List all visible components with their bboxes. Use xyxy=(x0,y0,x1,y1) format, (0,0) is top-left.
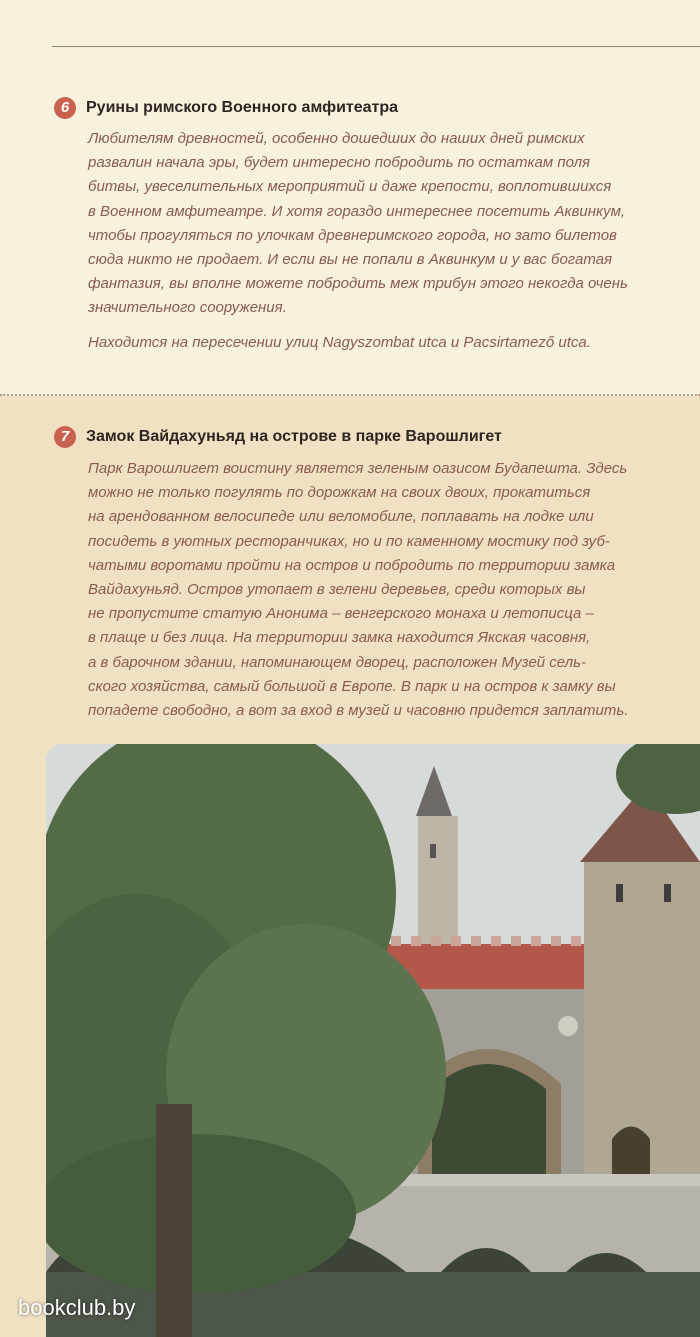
paragraph-line: а в барочном здании, напоминающем дворец, расположен Музей сель- xyxy=(88,653,586,671)
paragraph-line: посидеть в уютных ресторанчиках, но и по каменному мостику под зуб- xyxy=(88,532,610,550)
section-6-title: Руины римского Военного амфитеатра xyxy=(86,99,399,116)
section-7-paragraph xyxy=(88,457,700,723)
paragraph-line: фантазия, вы вполне можете побродить меж трибун этого некогда очень xyxy=(88,275,628,293)
watermark: bookclub.by xyxy=(18,1295,136,1320)
section-7-title: Замок Вайдахуньяд на острове в парке Варошлигет xyxy=(86,428,502,445)
section-number-badge: 7 xyxy=(54,426,76,448)
section-6-paragraph xyxy=(88,127,700,321)
paragraph-line: в плаще и без лица. На территории замка находится Якская часовня, xyxy=(88,629,591,647)
section-number-badge: 6 xyxy=(54,97,76,119)
paragraph-line: битвы, увеселительных мероприятий и даже крепости, воплотившихся xyxy=(88,178,612,196)
castle-photo xyxy=(46,744,700,1337)
paragraph-line: попадете свободно, а вот за вход в музей и часовню придется заплатить. xyxy=(88,702,629,720)
paragraph-line: значительного сооружения. xyxy=(88,299,287,317)
paragraph-line: Любителям древностей, особенно дошедших до наших дней римских xyxy=(88,130,585,147)
paragraph-line: сюда никто не продает. И если вы не попали в Аквинкум и у вас богатая xyxy=(88,251,613,269)
paragraph-line: можно не только погулять по дорожкам на своих двоих, прокатиться xyxy=(88,484,591,502)
paragraph-line: чатыми воротами пройти на остров и побродить по территории замка xyxy=(88,556,616,574)
paragraph-line: в Военном амфитеатре. И хотя гораздо интереснее посетить Аквинкум, xyxy=(88,202,626,220)
paragraph-line: Вайдахуньяд. Остров утопает в зелени деревьев, среди которых вы xyxy=(88,581,586,599)
section-6-location xyxy=(88,331,700,355)
location-line: Находится на пересечении улиц Nagyszombat utca и Pacsirtamező utca. xyxy=(88,334,591,351)
paragraph-line: чтобы прогуляться по улочкам древнеримского города, но зато билетов xyxy=(88,226,617,244)
paragraph-line: на арендованном велосипеде или веломобиле, поплавать на лодке или xyxy=(88,508,594,526)
paragraph-line: не пропустите статую Анонима – венгерского монаха и летописца – xyxy=(88,605,594,623)
paragraph-line: Парк Варошлигет воистину является зеленым оазисом Будапешта. Здесь xyxy=(88,460,628,477)
paragraph-line: развалин начала эры, будет интересно побродить по остаткам поля xyxy=(88,154,591,172)
paragraph-line: ского хозяйства, самый большой в Европе. В парк и на остров к замку вы xyxy=(88,677,616,695)
top-divider xyxy=(52,46,700,47)
